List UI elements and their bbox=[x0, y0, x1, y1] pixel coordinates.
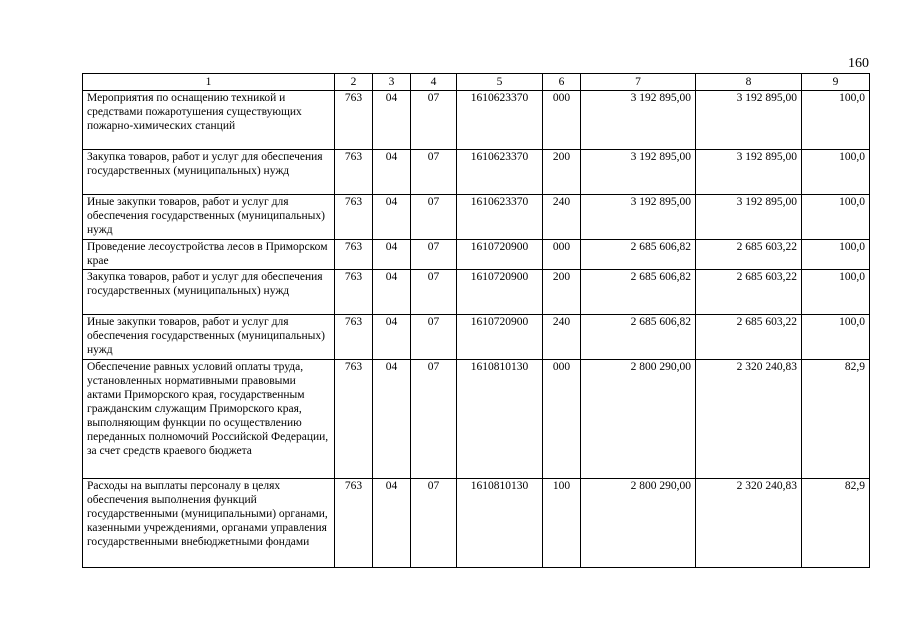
budget-table bbox=[82, 73, 870, 568]
target-article-code: 1610720900 bbox=[457, 270, 543, 315]
execution-percent: 100,0 bbox=[802, 195, 870, 240]
executed-amount: 3 192 895,00 bbox=[696, 150, 802, 195]
target-article-code: 1610810130 bbox=[457, 479, 543, 568]
section-code: 04 bbox=[373, 240, 411, 270]
execution-percent: 100,0 bbox=[802, 91, 870, 150]
execution-percent: 100,0 bbox=[802, 240, 870, 270]
table-row bbox=[83, 150, 870, 195]
row-name: Закупка товаров, работ и услуг для обеспечения государственных (муниципальных) нужд bbox=[83, 150, 335, 195]
table-row bbox=[83, 195, 870, 240]
column-header: 8 bbox=[696, 74, 802, 91]
table-row bbox=[83, 240, 870, 270]
expense-type-code: 200 bbox=[543, 150, 581, 195]
executed-amount: 2 685 603,22 bbox=[696, 240, 802, 270]
column-header: 4 bbox=[411, 74, 457, 91]
chapter-code: 763 bbox=[335, 91, 373, 150]
section-code: 04 bbox=[373, 150, 411, 195]
planned-amount: 2 685 606,82 bbox=[581, 240, 696, 270]
section-code: 04 bbox=[373, 270, 411, 315]
chapter-code: 763 bbox=[335, 195, 373, 240]
execution-percent: 82,9 bbox=[802, 360, 870, 479]
subsection-code: 07 bbox=[411, 360, 457, 479]
execution-percent: 100,0 bbox=[802, 270, 870, 315]
executed-amount: 3 192 895,00 bbox=[696, 91, 802, 150]
target-article-code: 1610810130 bbox=[457, 360, 543, 479]
table-row bbox=[83, 91, 870, 150]
target-article-code: 1610623370 bbox=[457, 150, 543, 195]
subsection-code: 07 bbox=[411, 195, 457, 240]
column-header: 2 bbox=[335, 74, 373, 91]
column-header: 5 bbox=[457, 74, 543, 91]
expense-type-code: 240 bbox=[543, 315, 581, 360]
executed-amount: 3 192 895,00 bbox=[696, 195, 802, 240]
row-name: Проведение лесоустройства лесов в Приморском крае bbox=[83, 240, 335, 270]
row-name: Расходы на выплаты персоналу в целях обеспечения выполнения функций государственными (муниципальными) органами, казенными учреждениями, органами управления государственными внебюджетными фондами bbox=[83, 479, 335, 568]
execution-percent: 100,0 bbox=[802, 315, 870, 360]
section-code: 04 bbox=[373, 91, 411, 150]
section-code: 04 bbox=[373, 479, 411, 568]
expense-type-code: 000 bbox=[543, 91, 581, 150]
column-header: 3 bbox=[373, 74, 411, 91]
row-name: Иные закупки товаров, работ и услуг для обеспечения государственных (муниципальных) нужд bbox=[83, 315, 335, 360]
executed-amount: 2 685 603,22 bbox=[696, 270, 802, 315]
target-article-code: 1610623370 bbox=[457, 195, 543, 240]
executed-amount: 2 320 240,83 bbox=[696, 360, 802, 479]
planned-amount: 2 800 290,00 bbox=[581, 479, 696, 568]
chapter-code: 763 bbox=[335, 150, 373, 195]
subsection-code: 07 bbox=[411, 479, 457, 568]
target-article-code: 1610720900 bbox=[457, 315, 543, 360]
section-code: 04 bbox=[373, 360, 411, 479]
column-header: 9 bbox=[802, 74, 870, 91]
chapter-code: 763 bbox=[335, 240, 373, 270]
planned-amount: 3 192 895,00 bbox=[581, 91, 696, 150]
expense-type-code: 000 bbox=[543, 240, 581, 270]
expense-type-code: 100 bbox=[543, 479, 581, 568]
chapter-code: 763 bbox=[335, 270, 373, 315]
planned-amount: 2 800 290,00 bbox=[581, 360, 696, 479]
expense-type-code: 000 bbox=[543, 360, 581, 479]
header-row bbox=[83, 74, 870, 91]
table-row bbox=[83, 479, 870, 568]
section-code: 04 bbox=[373, 315, 411, 360]
subsection-code: 07 bbox=[411, 91, 457, 150]
column-header: 7 bbox=[581, 74, 696, 91]
table-row bbox=[83, 315, 870, 360]
executed-amount: 2 320 240,83 bbox=[696, 479, 802, 568]
expense-type-code: 200 bbox=[543, 270, 581, 315]
executed-amount: 2 685 603,22 bbox=[696, 315, 802, 360]
chapter-code: 763 bbox=[335, 315, 373, 360]
execution-percent: 100,0 bbox=[802, 150, 870, 195]
page-number: 160 bbox=[848, 56, 869, 71]
table-row bbox=[83, 360, 870, 479]
row-name: Закупка товаров, работ и услуг для обеспечения государственных (муниципальных) нужд bbox=[83, 270, 335, 315]
subsection-code: 07 bbox=[411, 240, 457, 270]
table-row bbox=[83, 270, 870, 315]
expense-type-code: 240 bbox=[543, 195, 581, 240]
planned-amount: 2 685 606,82 bbox=[581, 270, 696, 315]
target-article-code: 1610623370 bbox=[457, 91, 543, 150]
target-article-code: 1610720900 bbox=[457, 240, 543, 270]
planned-amount: 2 685 606,82 bbox=[581, 315, 696, 360]
chapter-code: 763 bbox=[335, 479, 373, 568]
execution-percent: 82,9 bbox=[802, 479, 870, 568]
subsection-code: 07 bbox=[411, 270, 457, 315]
planned-amount: 3 192 895,00 bbox=[581, 195, 696, 240]
planned-amount: 3 192 895,00 bbox=[581, 150, 696, 195]
subsection-code: 07 bbox=[411, 315, 457, 360]
chapter-code: 763 bbox=[335, 360, 373, 479]
column-header: 1 bbox=[83, 74, 335, 91]
column-header: 6 bbox=[543, 74, 581, 91]
section-code: 04 bbox=[373, 195, 411, 240]
row-name: Мероприятия по оснащению техникой и средствами пожаротушения существующих пожарно-химических станций bbox=[83, 91, 335, 150]
row-name: Иные закупки товаров, работ и услуг для обеспечения государственных (муниципальных) нужд bbox=[83, 195, 335, 240]
subsection-code: 07 bbox=[411, 150, 457, 195]
row-name: Обеспечение равных условий оплаты труда, установленных нормативными правовыми актами Приморского края, государственным гражданским служащим Приморского края, выполняющим функции по осуществлению переданных полномочий Российской Федерации, за счет средств краевого бюджета bbox=[83, 360, 335, 479]
